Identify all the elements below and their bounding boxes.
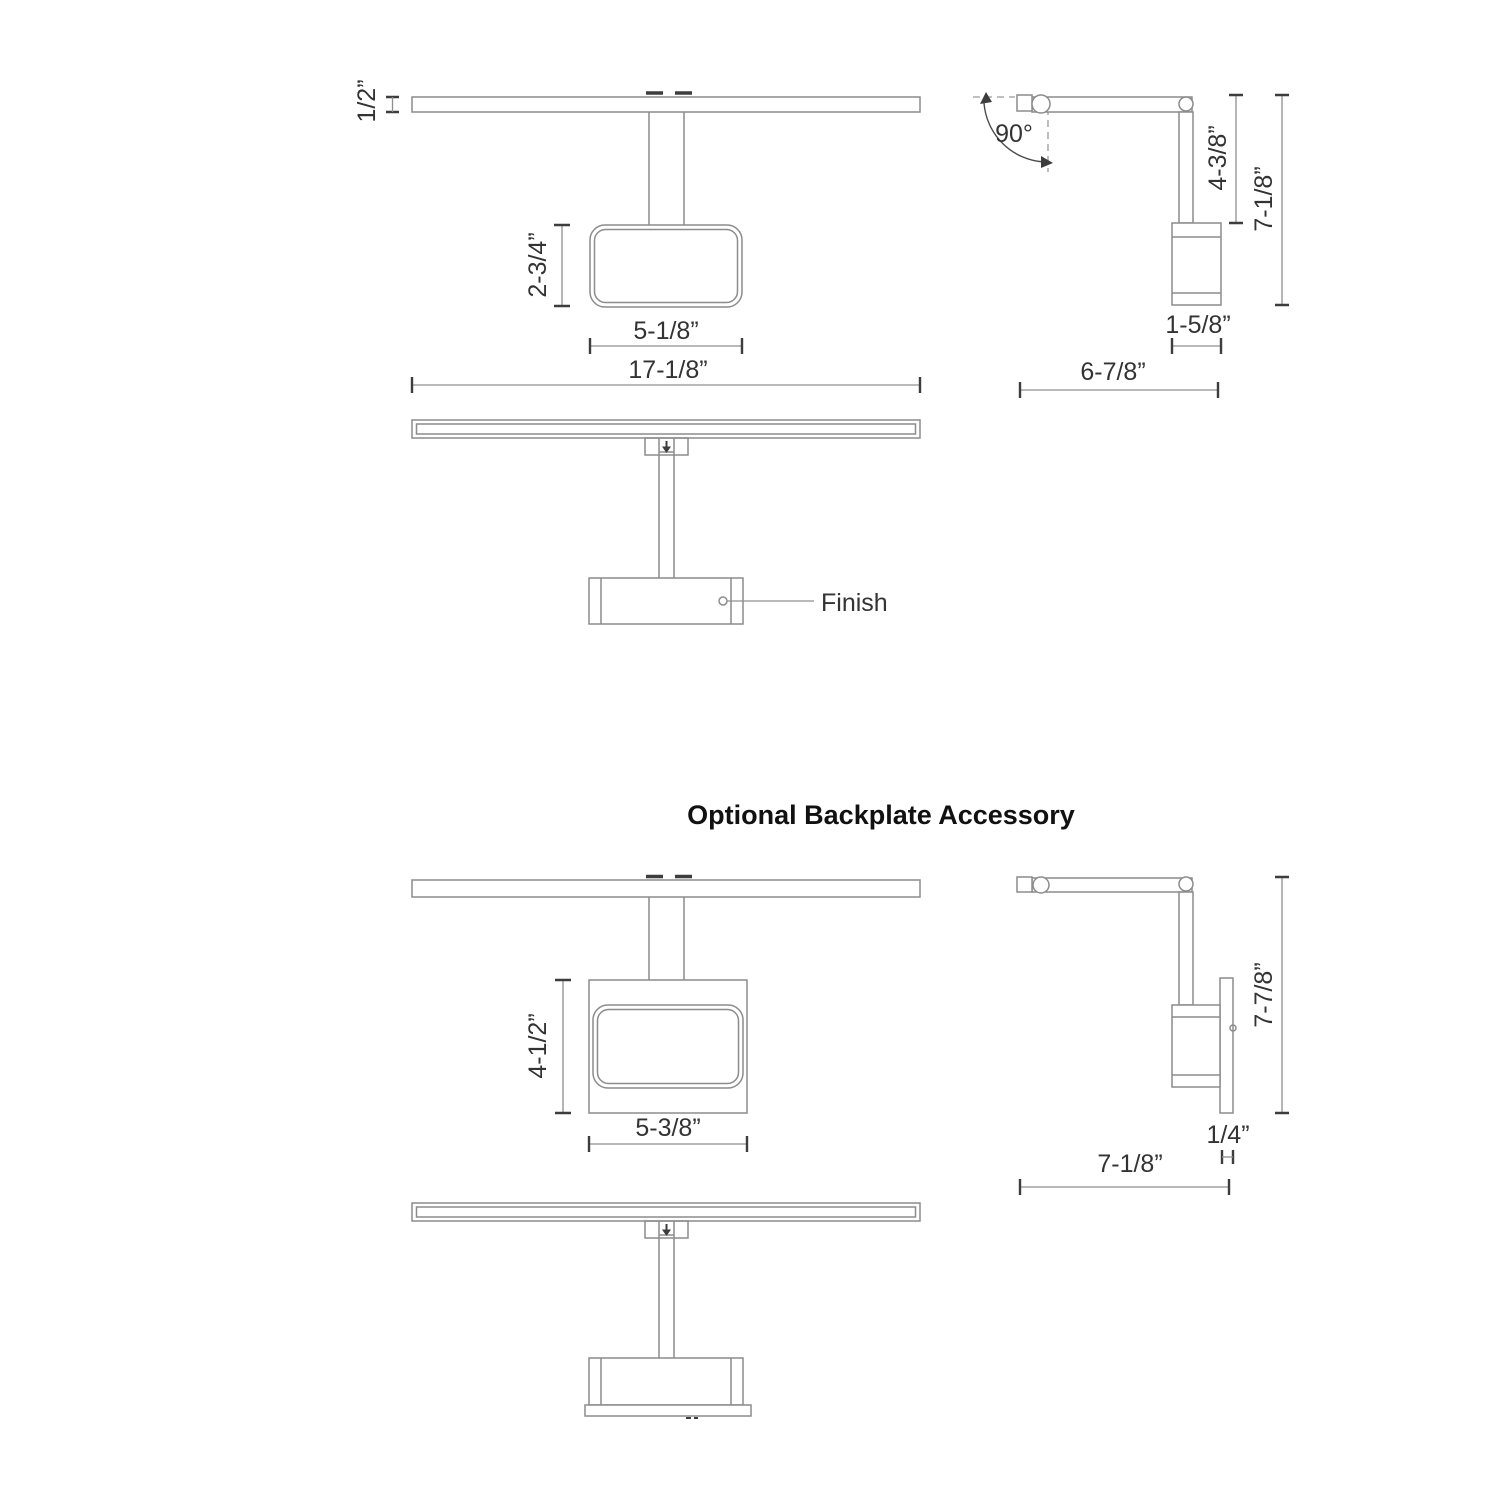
wall-knuckle bbox=[1017, 877, 1032, 892]
wall-knuckle bbox=[1017, 95, 1032, 111]
light-bar bbox=[412, 97, 920, 112]
arm-bar bbox=[1032, 97, 1192, 112]
stem bbox=[649, 112, 684, 225]
dim-label-backplate-width: 5-1/8” bbox=[633, 317, 699, 345]
vertical-arm bbox=[1179, 112, 1193, 223]
arc-arrow-right-icon bbox=[1041, 156, 1053, 168]
backplate-outer bbox=[590, 225, 742, 307]
arm-bar bbox=[1032, 878, 1192, 892]
dim-label-body-diameter: 1-5/8” bbox=[1165, 311, 1231, 339]
dim-label-plate-height: 4-1/2” bbox=[524, 1013, 552, 1079]
fixture-backplate-outer bbox=[593, 1005, 743, 1088]
front-view-finish bbox=[412, 420, 920, 624]
dim-label-plate-thickness: 1/4” bbox=[1206, 1121, 1250, 1149]
arc-arrow-up-icon bbox=[980, 92, 992, 104]
light-bar bbox=[412, 420, 920, 438]
pivot-joint bbox=[1032, 95, 1050, 113]
dim-label-arm-drop: 4-3/8” bbox=[1204, 125, 1232, 191]
finish-callout-label: Finish bbox=[821, 589, 888, 617]
backplate-edge bbox=[1220, 978, 1233, 1113]
front-view-top bbox=[353, 79, 920, 393]
vertical-arm bbox=[1179, 892, 1193, 1005]
optional-front-view-bottom bbox=[412, 1203, 920, 1418]
dim-label-overall-width: 17-1/8” bbox=[628, 356, 708, 384]
elbow-joint bbox=[1179, 97, 1193, 111]
elbow-joint bbox=[1179, 877, 1193, 891]
backplate-box bbox=[589, 578, 743, 624]
dim-label-bar-height: 1/2” bbox=[353, 79, 381, 123]
dim-label-backplate-height: 2-3/4” bbox=[524, 232, 552, 298]
pivot-joint bbox=[1033, 877, 1049, 893]
stem bbox=[659, 438, 674, 578]
dim-label-side-overall-height: 7-1/8” bbox=[1250, 166, 1278, 232]
dim-label-rotation-angle: 90° bbox=[995, 120, 1033, 148]
side-view-top bbox=[973, 92, 1289, 398]
dim-label-opt-overall-height: 7-7/8” bbox=[1250, 962, 1278, 1028]
backplate-box bbox=[589, 1358, 743, 1405]
light-bar bbox=[412, 880, 920, 897]
light-bar bbox=[412, 1203, 920, 1221]
dim-label-plate-width: 5-3/8” bbox=[635, 1114, 701, 1142]
dim-label-opt-overall-depth: 7-1/8” bbox=[1097, 1150, 1163, 1178]
stem bbox=[659, 1221, 674, 1358]
square-backplate-flange bbox=[585, 1405, 751, 1416]
section-title: Optional Backplate Accessory bbox=[687, 800, 1075, 830]
dim-label-overall-depth: 6-7/8” bbox=[1080, 358, 1146, 386]
optional-side-view bbox=[1017, 877, 1289, 1195]
optional-front-view bbox=[412, 877, 920, 1153]
